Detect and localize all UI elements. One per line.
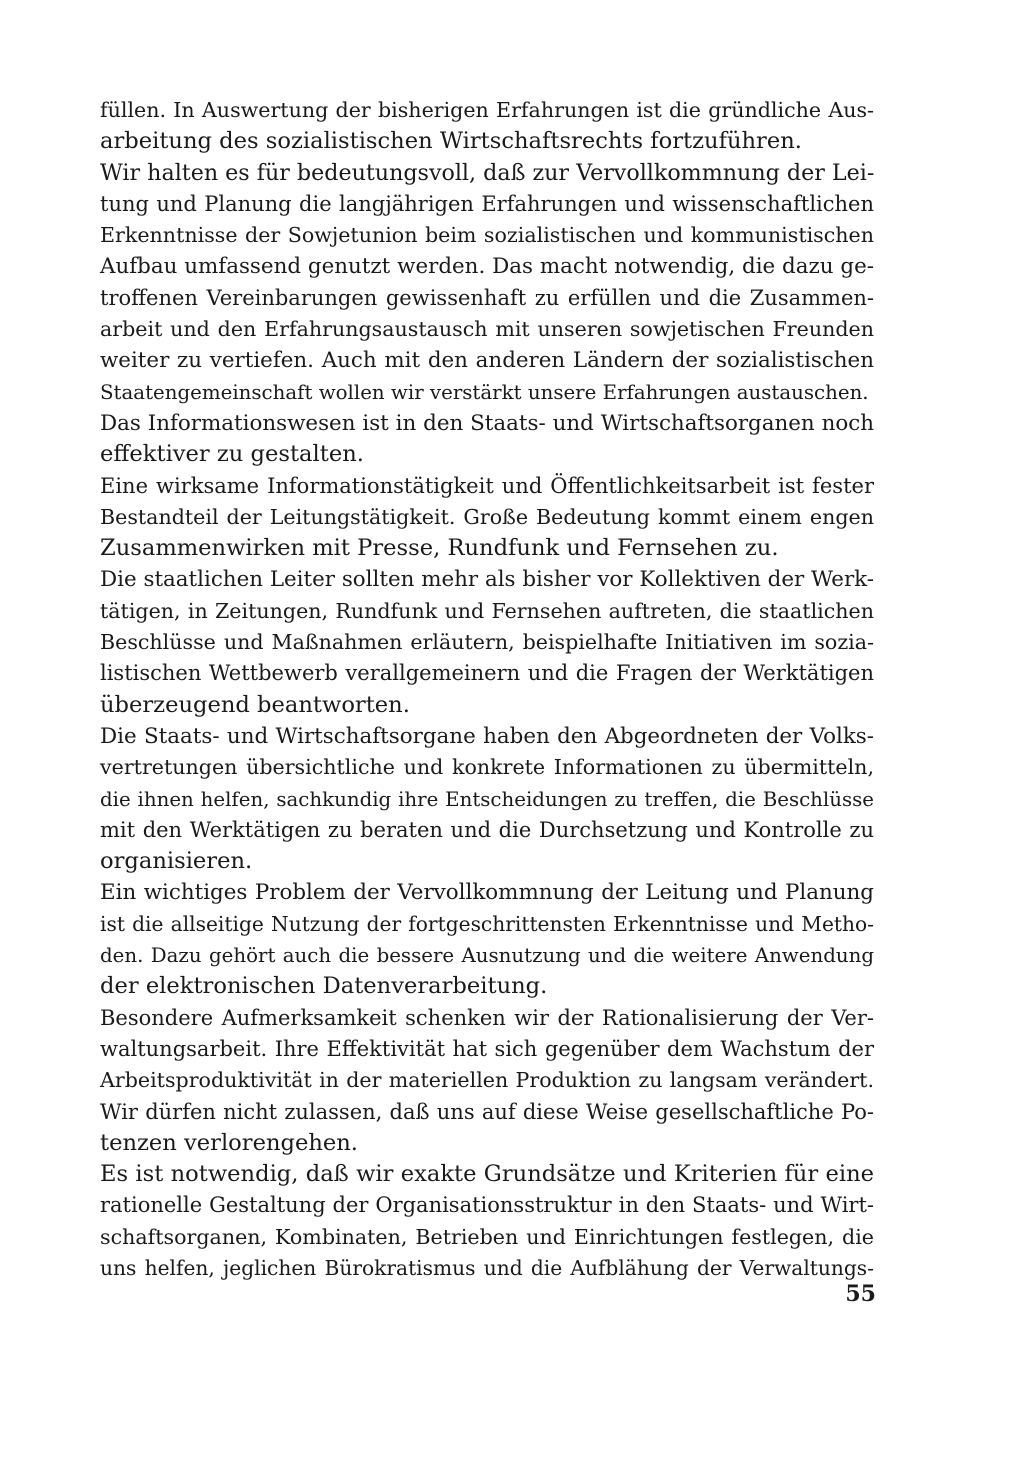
text-line: tenzen verlorengehen. bbox=[100, 1129, 358, 1156]
text-line: rationelle Gestaltung der Organisationsstruktur in den Staats- und Wirt- bbox=[100, 1193, 874, 1218]
text-line: weiter zu vertiefen. Auch mit den anderen Ländern der sozialistischen bbox=[100, 348, 874, 374]
text-line: die ihnen helfen, sachkundig ihre Entscheidungen zu treffen, die Beschlüsse bbox=[100, 787, 874, 811]
text-line: Arbeitsproduktivität in der materiellen Produktion zu langsam verändert. bbox=[100, 1068, 874, 1093]
text-line: effektiver zu gestalten. bbox=[100, 441, 364, 468]
text-line: Eine wirksame Informationstätigkeit und Öffentlichkeitsarbeit ist fester bbox=[100, 473, 874, 498]
text-line: schaftsorganen, Kombinaten, Betrieben und Einrichtungen festlegen, die bbox=[100, 1224, 874, 1249]
text-line: vertretungen übersichtliche und konkrete Informationen zu übermitteln, bbox=[100, 755, 874, 780]
text-line: Erkenntnisse der Sowjetunion beim sozialistischen und kommunistischen bbox=[100, 223, 874, 248]
text-line: Aufbau umfassend genutzt werden. Das macht notwendig, die dazu ge- bbox=[100, 254, 874, 280]
text-line: tätigen, in Zeitungen, Rundfunk und Fernsehen auftreten, die staatlichen bbox=[100, 598, 874, 623]
text-line: Die Staats- und Wirtschaftsorgane haben den Abgeordneten der Volks- bbox=[100, 723, 874, 749]
text-line: tung und Planung die langjährigen Erfahrungen und wissenschaftlichen bbox=[100, 191, 874, 216]
text-line: Beschlüsse und Maßnahmen erläutern, beispielhafte Initiativen im sozia- bbox=[100, 630, 874, 655]
text-line: ist die allseitige Nutzung der fortgeschrittensten Erkenntnisse und Metho- bbox=[100, 911, 874, 936]
text-line: mit den Werktätigen zu beraten und die Durchsetzung und Kontrolle zu bbox=[100, 817, 874, 842]
text-line: troffenen Vereinbarungen gewissenhaft zu erfüllen und die Zusammen- bbox=[100, 285, 874, 310]
text-line: Die staatlichen Leiter sollten mehr als bisher vor Kollektiven der Werk- bbox=[100, 567, 874, 593]
text-line: Zusammenwirken mit Presse, Rundfunk und Fernsehen zu. bbox=[100, 535, 779, 562]
text-line: Das Informationswesen ist in den Staats- und Wirtschaftsorganen noch bbox=[100, 410, 874, 436]
text-line: waltungsarbeit. Ihre Effektivität hat sich gegenüber dem Wachstum der bbox=[100, 1036, 874, 1061]
text-line: Ein wichtiges Problem der Vervollkommnung der Leitung und Planung bbox=[100, 880, 874, 906]
text-line: den. Dazu gehört auch die bessere Ausnutzung und die weitere Anwendung bbox=[100, 944, 874, 968]
text-line: organisieren. bbox=[100, 848, 253, 875]
text-line: überzeugend beantworten. bbox=[100, 691, 410, 718]
text-line: Wir halten es für bedeutungsvoll, daß zur Vervollkommnung der Lei- bbox=[100, 159, 875, 186]
text-line: listischen Wettbewerb verallgemeinern und die Fragen der Werktätigen bbox=[100, 661, 874, 686]
body-text bbox=[100, 95, 874, 1284]
text-line: Bestandteil der Leitungstätigkeit. Große Bedeutung kommt einem engen bbox=[100, 504, 874, 529]
page-number: 55 bbox=[845, 1281, 876, 1307]
text-line: arbeit und den Erfahrungsaustausch mit unseren sowjetischen Freunden bbox=[100, 317, 874, 342]
text-line: Es ist notwendig, daß wir exakte Grundsätze und Kriterien für eine bbox=[100, 1161, 874, 1188]
text-line: Staatengemeinschaft wollen wir verstärkt unsere Erfahrungen austauschen. bbox=[100, 380, 869, 404]
text-line: der elektronischen Datenverarbeitung. bbox=[100, 973, 548, 1000]
text-line: uns helfen, jeglichen Bürokratismus und die Aufblähung der Verwaltungs- bbox=[100, 1255, 874, 1280]
text-line: Besondere Aufmerksamkeit schenken wir der Rationalisierung der Ver- bbox=[100, 1005, 874, 1030]
text-line: Wir dürfen nicht zulassen, daß uns auf diese Weise gesellschaftliche Po- bbox=[100, 1099, 874, 1124]
text-line: füllen. In Auswertung der bisherigen Erfahrungen ist die gründliche Aus- bbox=[100, 98, 874, 122]
text-line: arbeitung des sozialistischen Wirtschaftsrechts fortzuführen. bbox=[100, 128, 802, 155]
